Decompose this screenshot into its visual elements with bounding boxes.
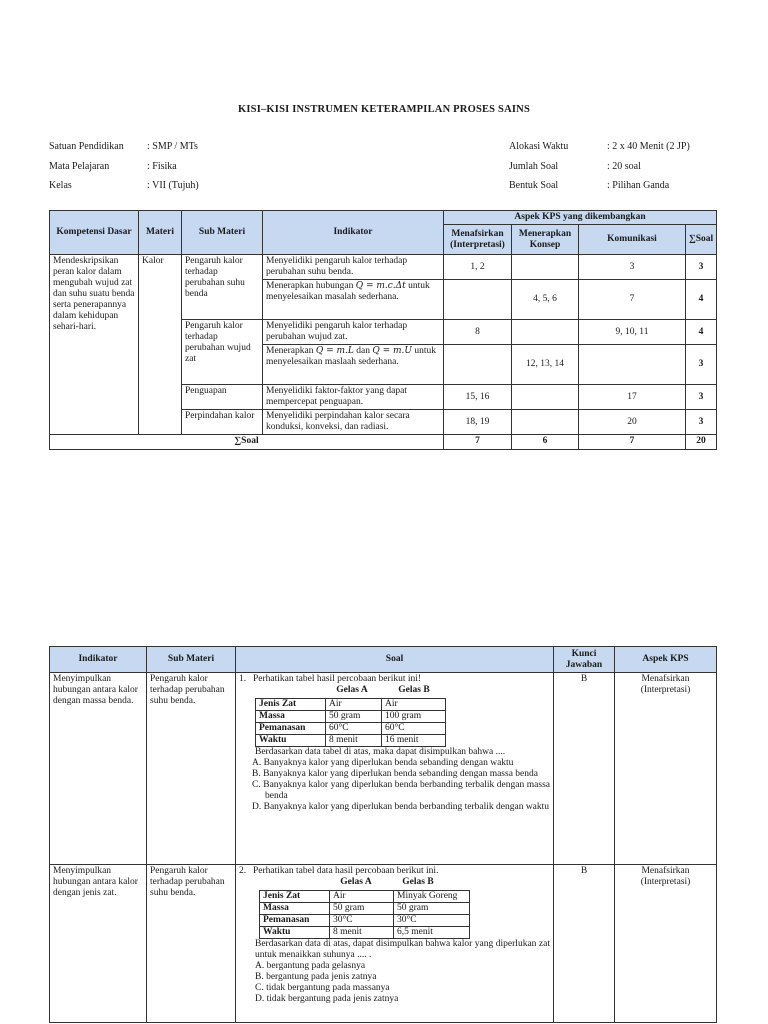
- indikator-text: dan: [356, 346, 370, 356]
- table-row: [260, 927, 470, 939]
- formula-text: Q = m.L: [315, 346, 354, 356]
- materi-text: Kalor: [139, 255, 182, 435]
- komunikasi-cell: 9, 10, 11: [579, 320, 686, 345]
- submateri-text: Pengaruh kalor terhadap perubahan suhu benda.: [147, 673, 236, 865]
- row-label: Pemanasan: [256, 723, 326, 735]
- jumlah-cell: 4: [686, 320, 717, 345]
- cell: 50 gram: [394, 903, 470, 915]
- header-menerapkan: Menerapkan Konsep: [512, 225, 579, 255]
- gelas-b-label: Gelas B: [402, 877, 434, 887]
- indikator-text: Menyelidiki pengaruh kalor terhadap perubahan wujud zat.: [263, 320, 444, 345]
- question-text: Berdasarkan data tabel di atas, maka dapat disimpulkan bahwa ....: [255, 747, 506, 757]
- cell: 100 gram: [382, 711, 446, 723]
- option-b: B. Banyaknya kalor yang diperlukan benda sebanding dengan massa benda: [252, 769, 538, 779]
- header-indikator: Indikator: [263, 211, 444, 255]
- table-row: [260, 915, 470, 927]
- submateri-text: Penguapan: [182, 385, 263, 410]
- table-row: [256, 699, 446, 711]
- total-label: ∑Soal: [50, 435, 444, 450]
- cell: 6,5 menit: [394, 927, 470, 939]
- header-soal: Soal: [236, 647, 554, 673]
- cell: Air: [382, 699, 446, 711]
- gelas-a-label: Gelas A: [340, 877, 372, 887]
- cell: 30°C: [394, 915, 470, 927]
- cell: 8 menit: [326, 735, 382, 747]
- header-jumlah-soal: ∑Soal: [686, 225, 717, 255]
- header-komunikasi: Komunikasi: [579, 225, 686, 255]
- menerapkan-cell: 4, 5, 6: [512, 280, 579, 320]
- meta-label: Mata Pelajaran: [49, 161, 110, 172]
- meta-value: : 2 x 40 Menit (2 JP): [607, 141, 690, 152]
- indikator-text: Menyelidiki perpindahan kalor secara konduksi, konveksi, dan radiasi.: [263, 410, 444, 435]
- gelas-b-label: Gelas B: [398, 685, 430, 695]
- row-label: Jenis Zat: [256, 699, 326, 711]
- header-aspek: Aspek KPS yang dikembangkan: [444, 211, 717, 225]
- option-d: D. tidak bergantung pada jenis zatnya: [255, 994, 399, 1004]
- cell: 50 gram: [326, 711, 382, 723]
- glass-headers: [325, 877, 550, 888]
- meta-label: Satuan Pendidikan: [49, 141, 124, 152]
- formula-text: Q = m.c.Δt: [355, 281, 406, 291]
- menafsirkan-cell: 8: [444, 320, 512, 345]
- indikator-text: Menerapkan: [266, 346, 314, 356]
- row-label: Massa: [260, 903, 330, 915]
- cell: 50 gram: [330, 903, 394, 915]
- menerapkan-cell: [512, 255, 579, 280]
- komunikasi-cell: 7: [579, 280, 686, 320]
- submateri-text: Pengaruh kalor terhadap perubahan wujud zat: [182, 320, 263, 385]
- total-menafsirkan: 7: [444, 435, 512, 450]
- header-aspek-kps: Aspek KPS: [615, 647, 717, 673]
- glass-headers: [321, 685, 550, 696]
- aspek-kps: Menafsirkan (Interpretasi): [615, 673, 717, 865]
- option-a: A. bergantung pada gelasnya: [255, 961, 366, 971]
- kunci-jawaban: B: [554, 865, 615, 1023]
- indikator-text: Menyimpulkan hubungan antara kalor dengan jenis zat.: [50, 865, 147, 1023]
- meta-value: : VII (Tujuh): [147, 180, 199, 191]
- option-d: D. Banyaknya kalor yang diperlukan benda berbanding terbalik dengan waktu: [252, 802, 550, 812]
- header-menafsirkan: Menafsirkan (Interpretasi): [444, 225, 512, 255]
- cell: Air: [330, 891, 394, 903]
- total-soal: 20: [686, 435, 717, 450]
- menafsirkan-cell: 18, 19: [444, 410, 512, 435]
- header-materi: Materi: [139, 211, 182, 255]
- kunci-jawaban: B: [554, 673, 615, 865]
- menerapkan-cell: [512, 320, 579, 345]
- menerapkan-cell: [512, 385, 579, 410]
- jumlah-cell: 3: [686, 345, 717, 385]
- option-c: C. tidak bergantung pada massanya: [255, 983, 390, 993]
- meta-value: : Pilihan Ganda: [607, 180, 670, 191]
- option-c: C. Banyaknya kalor yang diperlukan benda berbanding terbalik dengan massa benda: [252, 780, 550, 801]
- kisi-kisi-table: [49, 210, 717, 450]
- question-1: [236, 673, 554, 865]
- gelas-a-label: Gelas A: [336, 685, 368, 695]
- row-label: Waktu: [256, 735, 326, 747]
- option-a: A. Banyaknya kalor yang diperlukan benda sebanding dengan waktu: [252, 758, 514, 768]
- submateri-text: Perpindahan kalor: [182, 410, 263, 435]
- indikator-text: Menyelidiki pengaruh kalor terhadap perubahan suhu benda.: [263, 255, 444, 280]
- meta-right: [509, 141, 719, 201]
- document-title: KISI–KISI INSTRUMEN KETERAMPILAN PROSES SAINS: [238, 104, 530, 115]
- cell: 16 menit: [382, 735, 446, 747]
- komunikasi-cell: 3: [579, 255, 686, 280]
- menerapkan-cell: 12, 13, 14: [512, 345, 579, 385]
- cell: 30°C: [330, 915, 394, 927]
- meta-value: : SMP / MTs: [147, 141, 198, 152]
- question-stem: Perhatikan tabel data hasil percobaan berikut ini.: [253, 866, 439, 876]
- meta-label: Bentuk Soal: [509, 180, 559, 191]
- submateri-text: Pengaruh kalor terhadap perubahan suhu benda.: [147, 865, 236, 1023]
- row-label: Waktu: [260, 927, 330, 939]
- meta-left: [49, 141, 349, 201]
- indikator-cell: [263, 280, 444, 320]
- kd-text: Mendeskripsikan peran kalor dalam mengubah wujud zat dan suhu suatu benda serta penerapannya dalam kehidupan sehari-hari.: [50, 255, 139, 435]
- table-row: [256, 723, 446, 735]
- question-stem: Perhatikan tabel hasil percobaan berikut ini!: [253, 674, 422, 684]
- indikator-text: Menyimpulkan hubungan antara kalor dengan massa benda.: [50, 673, 147, 865]
- experiment-table: [259, 890, 470, 939]
- header-submateri: Sub Materi: [147, 647, 236, 673]
- indikator-cell: [263, 345, 444, 385]
- komunikasi-cell: 17: [579, 385, 686, 410]
- total-komunikasi: 7: [579, 435, 686, 450]
- submateri-text: Pengaruh kalor terhadap perubahan suhu benda: [182, 255, 263, 320]
- cell: 60°C: [326, 723, 382, 735]
- soal-table: [49, 646, 717, 1023]
- table-row: [260, 891, 470, 903]
- indikator-text: Menyelidiki faktor-faktor yang dapat mempercepat penguapan.: [263, 385, 444, 410]
- menafsirkan-cell: [444, 280, 512, 320]
- menafsirkan-cell: 15, 16: [444, 385, 512, 410]
- menafsirkan-cell: [444, 345, 512, 385]
- total-menerapkan: 6: [512, 435, 579, 450]
- row-label: Massa: [256, 711, 326, 723]
- header-kunci: Kunci Jawaban: [554, 647, 615, 673]
- header-indikator: Indikator: [50, 647, 147, 673]
- komunikasi-cell: [579, 345, 686, 385]
- indikator-text: Menerapkan hubungan: [266, 281, 354, 291]
- experiment-table: [255, 698, 446, 747]
- menerapkan-cell: [512, 410, 579, 435]
- option-b: B. bergantung pada jenis zatnya: [255, 972, 377, 982]
- header-kd: Kompetensi Dasar: [50, 211, 139, 255]
- row-label: Pemanasan: [260, 915, 330, 927]
- jumlah-cell: 3: [686, 255, 717, 280]
- cell: 60°C: [382, 723, 446, 735]
- cell: 8 menit: [330, 927, 394, 939]
- jumlah-cell: 3: [686, 410, 717, 435]
- question-2: [236, 865, 554, 1023]
- header-submateri: Sub Materi: [182, 211, 263, 255]
- jumlah-cell: 3: [686, 385, 717, 410]
- row-label: Jenis Zat: [260, 891, 330, 903]
- table-row: [256, 711, 446, 723]
- table-row: [256, 735, 446, 747]
- aspek-kps: Menafsirkan (Interpretasi): [615, 865, 717, 1023]
- meta-label: Kelas: [49, 180, 72, 191]
- cell: Minyak Goreng: [394, 891, 470, 903]
- question-number: 1.: [239, 674, 247, 684]
- indikator-text: untuk menyelesaikan masalah sederhana.: [266, 281, 430, 302]
- cell: Air: [326, 699, 382, 711]
- question-text: Berdasarkan data di atas, dapat disimpulkan bahwa kalor yang diperlukan zat untuk menaikkan suhunya .... .: [255, 939, 550, 960]
- table-row: [260, 903, 470, 915]
- meta-label: Jumlah Soal: [509, 161, 559, 172]
- jumlah-cell: 4: [686, 280, 717, 320]
- meta-value: : 20 soal: [607, 161, 641, 172]
- meta-value: : Fisika: [147, 161, 177, 172]
- indikator-text: untuk menyelesaikan maslaah sederhana.: [266, 346, 436, 367]
- question-number: 2.: [239, 866, 247, 876]
- menafsirkan-cell: 1, 2: [444, 255, 512, 280]
- komunikasi-cell: 20: [579, 410, 686, 435]
- meta-label: Alokasi Waktu: [509, 141, 569, 152]
- formula-text: Q = m.U: [372, 346, 412, 356]
